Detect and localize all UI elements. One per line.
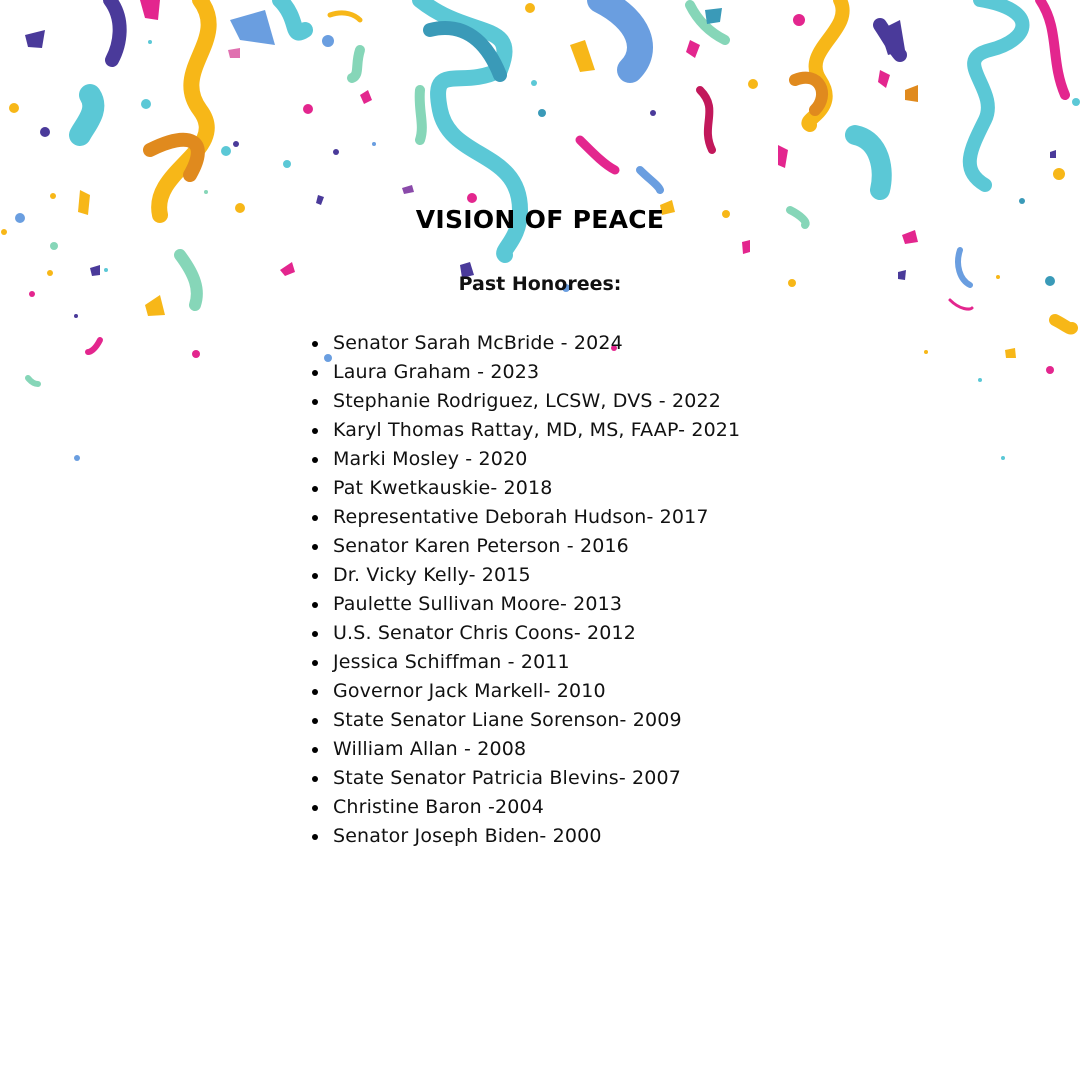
list-item — [308, 793, 740, 822]
honoree-text: William Allan - 2008 — [333, 738, 527, 760]
list-item — [308, 706, 740, 735]
honoree-text: Karyl Thomas Rattay, MD, MS, FAAP- 2021 — [333, 419, 741, 441]
honoree-text: Pat Kwetkauskie- 2018 — [333, 477, 553, 499]
bullet-icon — [312, 660, 318, 666]
past-honorees-heading: Past Honorees: — [458, 273, 622, 295]
honoree-text: Senator Joseph Biden- 2000 — [333, 825, 602, 847]
bullet-icon — [312, 689, 318, 695]
bullet-icon — [312, 341, 318, 347]
honoree-text: Stephanie Rodriguez, LCSW, DVS - 2022 — [333, 390, 721, 412]
list-item — [308, 677, 740, 706]
list-item — [308, 445, 740, 474]
bullet-icon — [312, 776, 318, 782]
bullet-icon — [312, 747, 318, 753]
bullet-icon — [312, 718, 318, 724]
list-item — [308, 561, 740, 590]
bullet-icon — [312, 631, 318, 637]
list-item — [308, 329, 740, 358]
list-item — [308, 387, 740, 416]
bullet-icon — [312, 573, 318, 579]
honoree-text: Senator Karen Peterson - 2016 — [333, 535, 629, 557]
list-item — [308, 503, 740, 532]
honoree-text: State Senator Liane Sorenson- 2009 — [333, 709, 682, 731]
honorees-list — [308, 329, 740, 851]
list-item — [308, 648, 740, 677]
bullet-icon — [312, 515, 318, 521]
honoree-text: State Senator Patricia Blevins- 2007 — [333, 767, 682, 789]
list-item — [308, 619, 740, 648]
list-item — [308, 764, 740, 793]
bullet-icon — [312, 602, 318, 608]
list-item — [308, 416, 740, 445]
list-item — [308, 532, 740, 561]
honoree-text: Christine Baron -2004 — [333, 796, 544, 818]
honoree-text: U.S. Senator Chris Coons- 2012 — [333, 622, 636, 644]
bullet-icon — [312, 370, 318, 376]
list-item — [308, 474, 740, 503]
honoree-text: Governor Jack Markell- 2010 — [333, 680, 606, 702]
honoree-text: Representative Deborah Hudson- 2017 — [333, 506, 709, 528]
bullet-icon — [312, 399, 318, 405]
bullet-icon — [312, 486, 318, 492]
bullet-icon — [312, 834, 318, 840]
page-title: VISION OF PEACE — [415, 205, 665, 234]
bullet-icon — [312, 428, 318, 434]
bullet-icon — [312, 805, 318, 811]
honoree-text: Senator Sarah McBride - 2024 — [333, 332, 623, 354]
bullet-icon — [312, 544, 318, 550]
honoree-text: Dr. Vicky Kelly- 2015 — [333, 564, 531, 586]
list-item — [308, 735, 740, 764]
honoree-text: Marki Mosley - 2020 — [333, 448, 528, 470]
list-item — [308, 358, 740, 387]
honoree-text: Paulette Sullivan Moore- 2013 — [333, 593, 623, 615]
list-item — [308, 590, 740, 619]
list-item — [308, 822, 740, 851]
honoree-text: Laura Graham - 2023 — [333, 361, 540, 383]
honoree-text: Jessica Schiffman - 2011 — [333, 651, 570, 673]
bullet-icon — [312, 457, 318, 463]
